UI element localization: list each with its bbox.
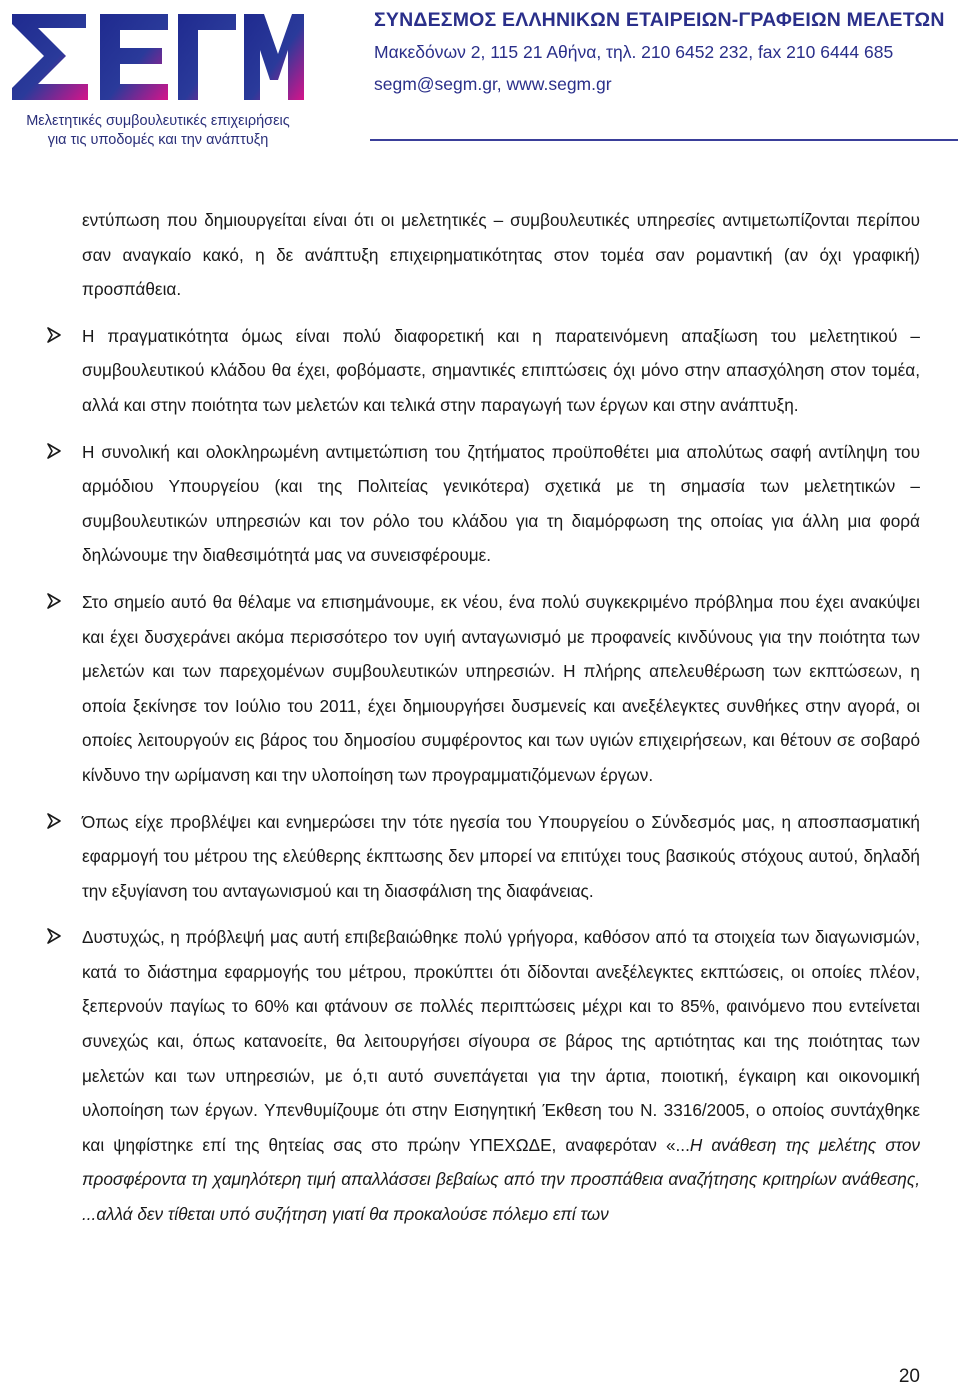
paragraph-text: Στο σημείο αυτό θα θέλαμε να επισημάνουμε, εκ νέου, ένα πολύ συγκεκριμένο πρόβλημα που έχει ανακύψει και έχει δυσχεράνει ακόμα περισσότερο τον υγιή ανταγωνισμό με προφανείς κινδύνους για την ποιότητα των μελετών και των παρεχομένων συμβουλευτικών υπηρεσιών. Η πλήρης απελευθέρωση των εκπτώσεων, η οποία ξεκίνησε τον Ιούλιο του 2011, έχει δημιουργήσει δυσμενείς και ανεξέλεγκτες συνθήκες στην αγορά, οι οποίες λειτουργούν εις βάρος του δημοσίου συμφέροντος και των υγιών επιχειρήσεων, και θέτουν σε σοβαρό κίνδυνο την ωρίμανση και την υλοποίηση των προγραμματιζόμενων έργων. bbox=[82, 591, 920, 785]
bullet-paragraph bbox=[82, 920, 920, 1231]
bullet-paragraph bbox=[82, 805, 920, 909]
paragraph-text: Η συνολική και ολοκληρωμένη αντιμετώπιση του ζητήματος προϋποθέτει μια απολύτως σαφή αντίληψη του αρμόδιου Υπουργείου (και της Πολιτείας γενικότερα) σχετικά με τη σημασία των μελετητικών – συμβουλευτικών υπηρεσιών και τον ρόλο του κλάδου για τη διαμόρφωση της οποίας για άλλη μια φορά δηλώνουμε την διαθεσιμότητά μας να συνεισφέρουμε. bbox=[82, 441, 920, 566]
bullet-paragraph bbox=[82, 319, 920, 423]
organization-contact[interactable]: segm@segm.gr, www.segm.gr bbox=[374, 74, 612, 94]
organization-name: ΣΥΝΔΕΣΜΟΣ ΕΛΛΗΝΙΚΩΝ ΕΤΑΙΡΕΙΩΝ-ΓΡΑΦΕΙΩΝ ΜΕΛΕΤΩΝ bbox=[374, 9, 945, 31]
arrow-bullet-icon bbox=[46, 319, 70, 353]
paragraph-text: Όπως είχε προβλέψει και ενημερώσει την τότε ηγεσία του Υπουργείου ο Σύνδεσμός μας, η αποσπασματική εφαρμογή του μέτρου της ελεύθερης έκπτωσης δεν μπορεί να επιτύχει τους βασικούς στόχους αυτού, δηλαδή την εξυγίανση του ανταγωνισμού και τη διασφάλιση της διαφάνειας. bbox=[82, 811, 920, 901]
letterhead-divider bbox=[370, 139, 958, 141]
quoted-italic-text: Η ανάθεση της μελέτης στον προσφέροντα τη χαμηλότερη τιμή απαλλάσσει βεβαίως από την προσπάθεια αναζήτησης κριτηρίων ανάθεσης, ...αλλά δεν τίθεται υπό συζήτηση γιατί θα προκαλούσε πόλεμο επί των bbox=[82, 1134, 921, 1225]
segm-logo-mark bbox=[8, 8, 308, 108]
arrow-bullet-icon bbox=[46, 805, 70, 839]
letterhead bbox=[374, 6, 959, 98]
arrow-bullet-icon bbox=[46, 920, 70, 954]
organization-address: Μακεδόνων 2, 115 21 Αθήνα, τηλ. 210 6452 232, fax 210 6444 685 bbox=[374, 42, 894, 62]
paragraph-text: Δυστυχώς, η πρόβλεψή μας αυτή επιβεβαιώθηκε πολύ γρήγορα, καθόσον από τα στοιχεία των διαγωνισμών, κατά το διάστημα εφαρμογής του μέτρου, προκύπτει ότι δίδονται ανεξέλεγκτες εκπτώσεις, οι οποίες πλέον, ξεπερνούν παγίως το 60% και φτάνουν σε πολλές περιπτώσεις μέχρι και το 85%, φαινόμενο που εντείνεται συνεχώς και, όπως κατανοείτε, θα λειτουργήσει σίγουρα σε βάρος της αρτιότητας και της ποιότητας των μελετών και των υπηρεσιών, με ό,τι αυτό συνεπάγεται για την άρτια, ποιοτική, έγκαιρη και οικονομική υλοποίηση των έργων. Υπενθυμίζουμε ότι στην Εισηγητική Έκθεση του Ν. 3316/2005, ο οποίος συντάχθηκε και ψηφίστηκε επί της θητείας σας στο πρώην ΥΠΕΧΩΔΕ, αναφερόταν «... bbox=[82, 927, 920, 1155]
logo-tagline bbox=[8, 112, 308, 150]
logo-tagline-line1: Μελετητικές συμβουλευτικές επιχειρήσεις bbox=[26, 113, 290, 129]
document-body bbox=[82, 203, 920, 1244]
arrow-bullet-icon bbox=[46, 585, 70, 619]
page-number: 20 bbox=[898, 1366, 920, 1387]
paragraph-text: Η πραγματικότητα όμως είναι πολύ διαφορετική και η παρατεινόμενη απαξίωση του μελετητικού – συμβουλευτικού κλάδου θα έχει, φοβόμαστε, σημαντικές επιπτώσεις όχι μόνο στην απασχόληση στον τομέα, αλλά και στην ποιότητα των μελετών και τελικά στην παραγωγή των έργων και στην ανάπτυξη. bbox=[82, 325, 920, 415]
bullet-paragraph bbox=[82, 585, 920, 793]
segm-logo bbox=[8, 8, 308, 153]
paragraph-text: εντύπωση που δημιουργείται είναι ότι οι μελετητικές – συμβουλευτικές υπηρεσίες αντιμετωπίζονται περίπου σαν αναγκαίο κακό, η δε ανάπτυξη επιχειρηματικότητας στον τομέα σαν ρομαντική (αν όχι γραφική) προσπάθεια. bbox=[82, 210, 920, 300]
arrow-bullet-icon bbox=[46, 435, 70, 469]
bullet-paragraph bbox=[82, 435, 920, 573]
paragraph-continuation bbox=[82, 203, 920, 307]
logo-tagline-line2: για τις υποδομές και την ανάπτυξη bbox=[47, 132, 269, 148]
